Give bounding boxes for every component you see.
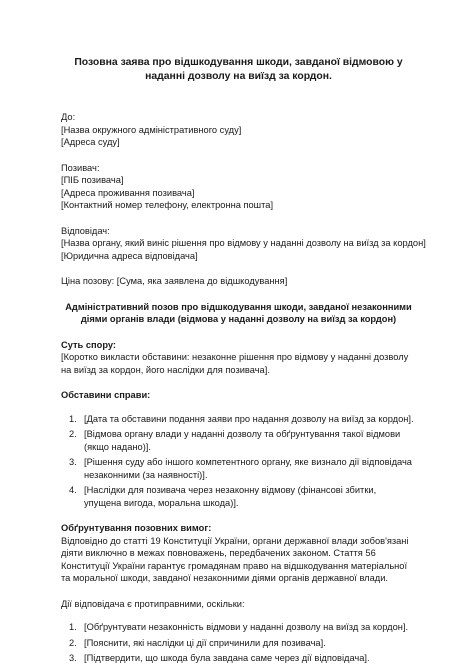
court-label: До: bbox=[61, 112, 76, 122]
grounds-list bbox=[61, 621, 416, 665]
claim-price: Ціна позову: [Сума, яка заявлена до відшкодування] bbox=[61, 276, 288, 286]
list-item bbox=[61, 428, 416, 453]
list-item bbox=[61, 621, 416, 634]
list-item-text: [Рішення суду або іншого компетентного органу, яке визнало дії відповідача незаконними (за наявності)]. bbox=[84, 457, 412, 480]
document-content bbox=[61, 56, 426, 668]
list-item-number: 2. bbox=[69, 637, 77, 648]
defendant-label: Відповідач: bbox=[61, 225, 110, 236]
list-item bbox=[61, 637, 416, 650]
list-item-text: [Підтвердити, що шкода була завдана саме через дії відповідача]. bbox=[84, 653, 370, 663]
essence-label: Суть спору: bbox=[61, 339, 117, 350]
defendant-block bbox=[61, 225, 426, 263]
list-item-number: 4. bbox=[69, 485, 77, 495]
grounds-label: Обґрунтування позовних вимог: bbox=[61, 523, 212, 533]
list-item bbox=[61, 484, 416, 509]
essence-text: [Коротко викласти обставини: незаконне рішення про відмову у наданні дозволу на виїзд за кордон, його наслідки для позивача]. bbox=[61, 352, 409, 375]
list-item-number: 3. bbox=[69, 457, 77, 467]
claim-heading: Адміністративний позов про відшкодування шкоди, завданої незаконними діями органів влади (відмова у наданні дозволу на виїзд за кордон) bbox=[65, 301, 412, 324]
list-item-text: [Обґрунтувати незаконність відмови у наданні дозволу на виїзд за кордон]. bbox=[84, 622, 409, 632]
plaintiff-address: [Адреса проживання позивача] bbox=[61, 187, 195, 198]
list-item-text: [Наслідки для позивача через незаконну відмову (фінансові збитки, упущена вигода, моральна шкода)]. bbox=[84, 485, 377, 508]
list-item bbox=[61, 413, 416, 426]
grounds-intro: Дії відповідача є протиправними, оскільки: bbox=[61, 598, 245, 609]
list-item-number: 1. bbox=[69, 622, 77, 632]
circumstances-section bbox=[61, 389, 416, 509]
list-item-text: [Пояснити, які наслідки ці дії спричинили для позивача]. bbox=[84, 637, 326, 648]
circumstances-list bbox=[61, 413, 416, 510]
document-title: Позовна заява про відшкодування шкоди, завданої відмовою у наданні дозволу на виїзд за кордон. bbox=[74, 57, 403, 82]
grounds-section bbox=[61, 522, 416, 585]
circumstances-label: Обставини справи: bbox=[61, 390, 151, 400]
grounds-text: Відповідно до статті 19 Конституції України, органи державної влади зобов'язані діяти виключно в межах повноважень, передбачених законом. Стаття 56 Конституції України гарантує громадянам право на відшкодування матеріальної та моральної шкоди, завданої незаконними діями органів державної влади. bbox=[61, 535, 409, 583]
plaintiff-block bbox=[61, 162, 416, 212]
defendant-name: [Назва органу, який виніс рішення про відмову у наданні дозволу на виїзд за кордон] bbox=[61, 238, 426, 248]
list-item-number: 2. bbox=[69, 429, 77, 439]
court-block bbox=[61, 111, 416, 149]
plaintiff-contact: [Контактний номер телефону, електронна пошта] bbox=[61, 200, 274, 210]
plaintiff-name: [ПІБ позивача] bbox=[61, 175, 124, 185]
court-name: [Назва окружного адміністративного суду] bbox=[61, 124, 242, 135]
list-item bbox=[61, 652, 416, 665]
plaintiff-label: Позивач: bbox=[61, 162, 100, 173]
list-item-text: [Дата та обставини подання заяви про надання дозволу на виїзд за кордон]. bbox=[84, 413, 414, 424]
list-item-number: 3. bbox=[69, 653, 77, 663]
court-address: [Адреса суду] bbox=[61, 137, 120, 147]
list-item bbox=[61, 456, 416, 481]
list-item-number: 1. bbox=[69, 413, 77, 424]
essence-section bbox=[61, 339, 416, 377]
list-item-text: [Відмова органу влади у наданні дозволу та обґрунтування такої відмови (якщо надано)]. bbox=[84, 429, 401, 452]
defendant-address: [Юридична адреса відповідача] bbox=[61, 250, 198, 261]
